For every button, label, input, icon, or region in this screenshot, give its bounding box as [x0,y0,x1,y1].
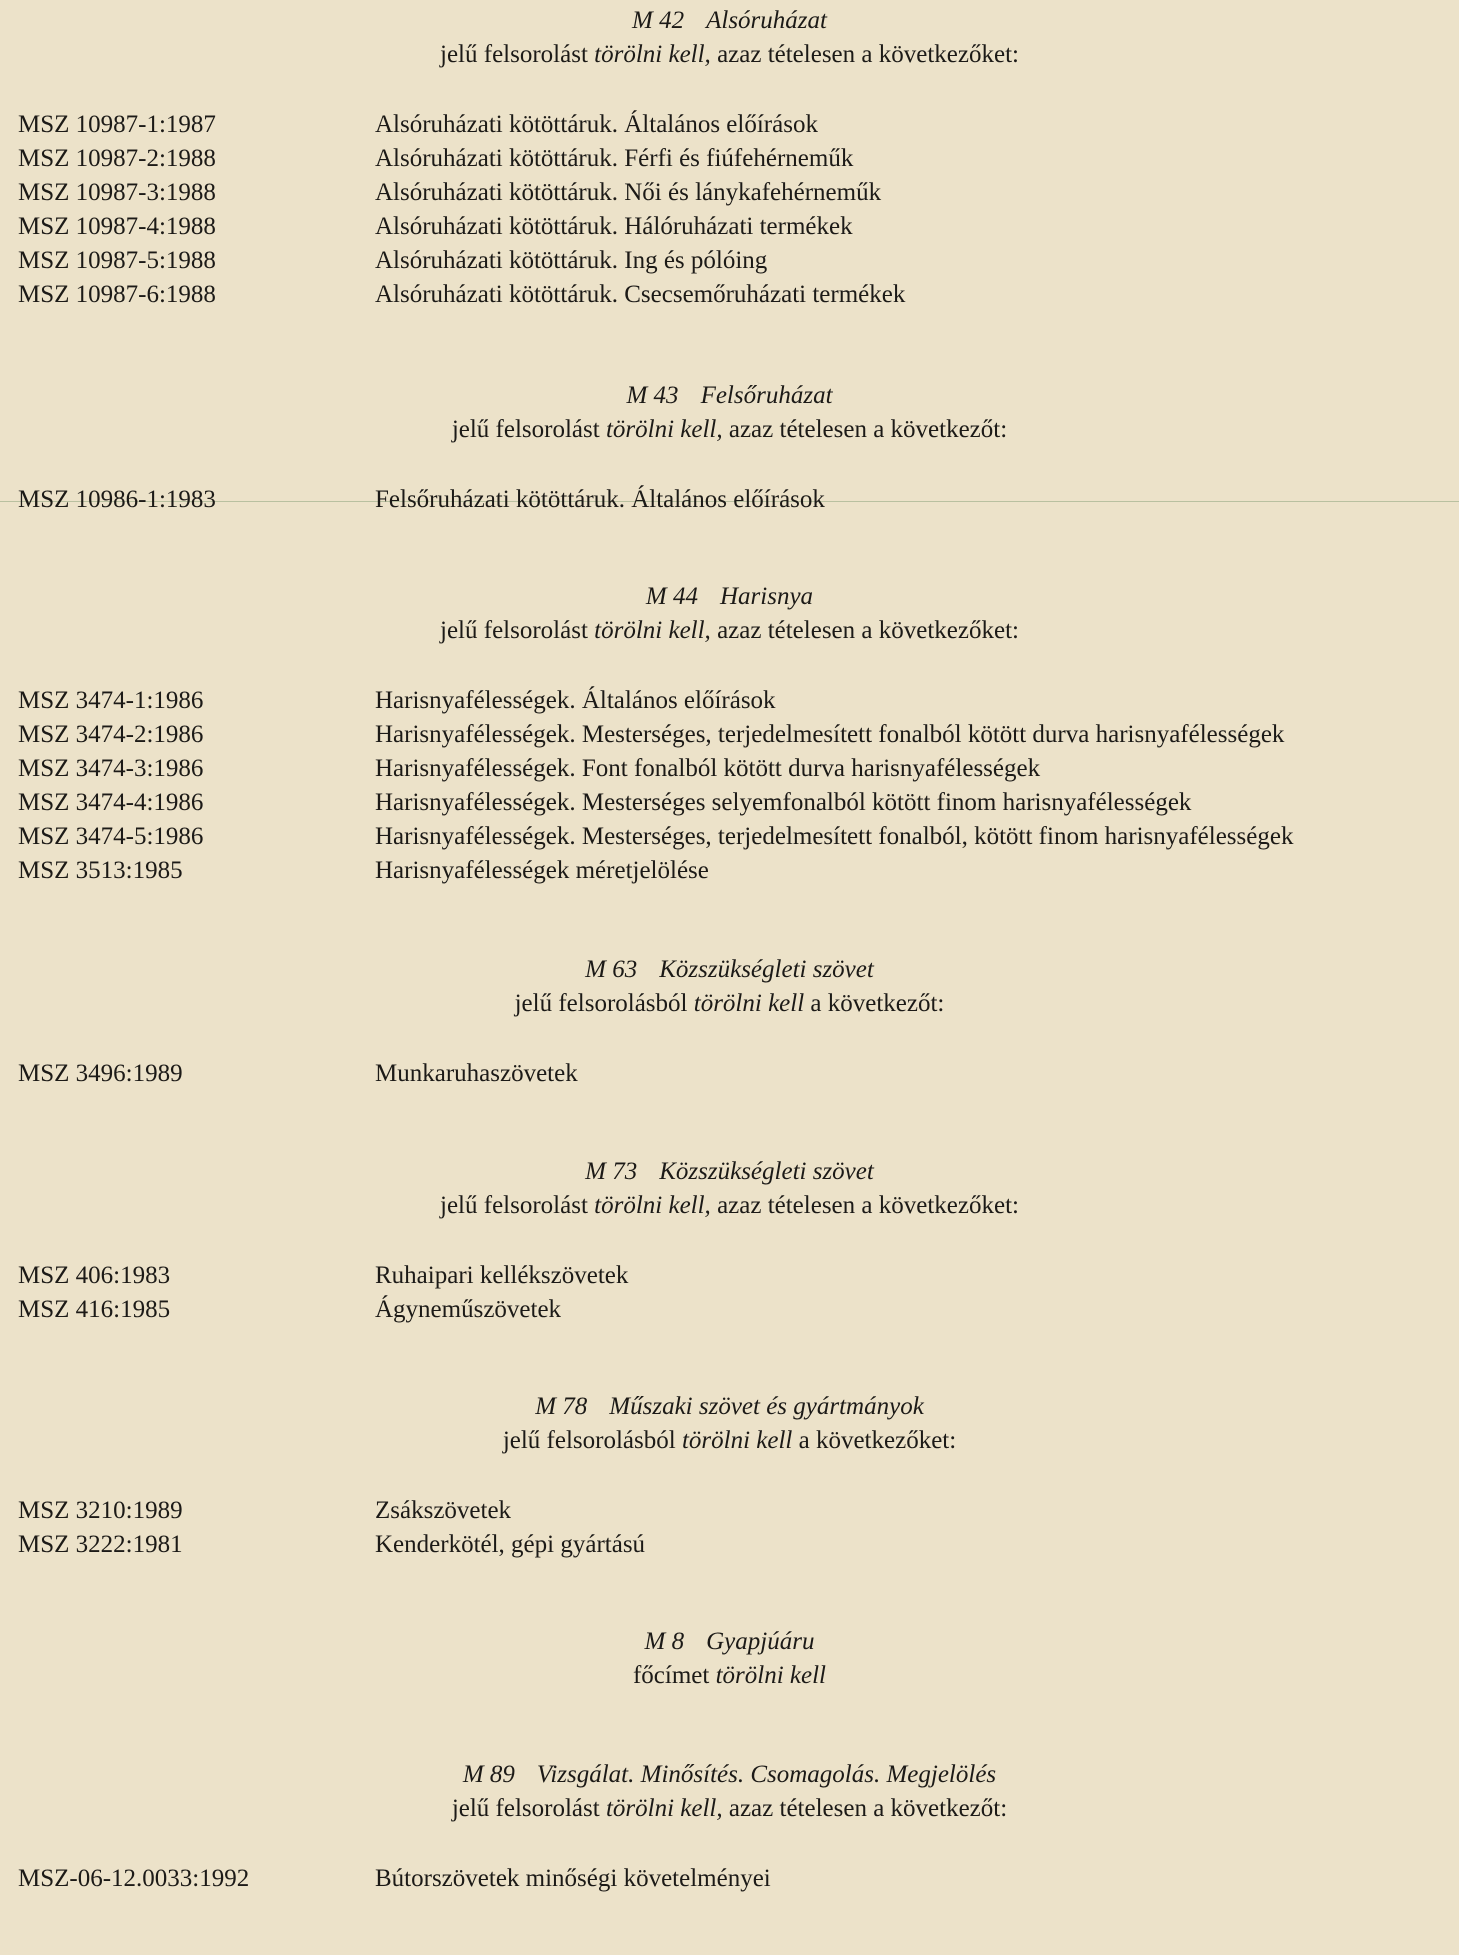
standard-number: MSZ 3474-5:1986 [18,823,204,850]
section-title: Vizsgálat. Minősítés. Csomagolás. Megjelölés [536,1761,997,1788]
section-code: M 43 [626,382,679,409]
list-item [0,1293,1459,1327]
instruction-keyword: törölni kell [681,1427,793,1454]
section-title: Harisnya [720,583,814,610]
section-instruction [0,987,1459,1021]
list-item [0,786,1459,820]
section-heading [0,1390,1459,1424]
section-heading [0,953,1459,987]
standard-title: Harisnyafélességek. Font fonalból kötött durva harisnyafélességek [375,755,1041,782]
list-item [0,684,1459,718]
standard-title: Ruhaipari kellékszövetek [375,1262,629,1289]
section-m-89 [0,1758,1459,1896]
standard-number: MSZ 3474-3:1986 [18,755,204,782]
section-heading [0,580,1459,614]
section-title: Műszaki szövet és gyártmányok [609,1393,924,1420]
standard-title: Harisnyafélességek. Mesterséges, terjedelmesített fonalból kötött durva harisnyafélességek [375,721,1285,748]
section-heading [0,1155,1459,1189]
section-m-43 [0,379,1459,517]
section-instruction [0,1792,1459,1826]
instruction-text: a következőt: [810,990,945,1017]
standard-title: Harisnyafélességek. Mesterséges, terjedelmesített fonalból, kötött finom harisnyafélességek [375,823,1294,850]
instruction-text: főcímet [632,1662,710,1689]
standard-title: Alsóruházati kötöttáruk. Csecsemőruházati termékek [375,281,906,308]
section-title: Alsóruházat [706,7,827,34]
section-code: M 44 [645,583,698,610]
list-item [0,752,1459,786]
list-item [0,210,1459,244]
section-m-63 [0,953,1459,1091]
section-title: Közszükségleti szövet [659,1158,874,1185]
standards-list [0,108,1459,312]
instruction-keyword: törölni kell, [594,1192,711,1219]
instruction-keyword: törölni kell [715,1662,826,1689]
section-instruction [0,38,1459,72]
standard-number: MSZ 3210:1989 [18,1497,183,1524]
standard-number: MSZ 416:1985 [18,1296,171,1323]
standard-number: MSZ 3474-4:1986 [18,789,204,816]
section-code: M 73 [585,1158,638,1185]
instruction-keyword: törölni kell, [605,1795,723,1822]
instruction-text: azaz tételesen a következőt: [728,416,1008,443]
instruction-keyword: törölni kell [693,990,805,1017]
section-heading [0,1758,1459,1792]
section-heading [0,379,1459,413]
instruction-text: azaz tételesen a következőt: [728,1795,1008,1822]
standard-number: MSZ-06-12.0033:1992 [18,1865,250,1892]
standard-title: Ágyneműszövetek [375,1296,562,1323]
standard-title: Munkaruhaszövetek [375,1060,578,1087]
list-item [0,176,1459,210]
standards-list [0,1862,1459,1896]
standard-number: MSZ 10987-6:1988 [18,281,216,308]
section-code: M 42 [632,7,685,34]
section-m-78 [0,1390,1459,1562]
list-item [0,1057,1459,1091]
section-m-73 [0,1155,1459,1327]
standards-list [0,684,1459,888]
list-item [0,718,1459,752]
list-item [0,244,1459,278]
standards-list [0,1494,1459,1562]
instruction-text: jelű felsorolást [440,617,588,644]
section-m-42 [0,4,1459,312]
instruction-text: jelű felsorolásból [502,1427,676,1454]
standard-number: MSZ 3513:1985 [18,857,183,884]
section-title: Közszükségleti szövet [659,956,874,983]
list-item [0,854,1459,888]
standards-list [0,1057,1459,1091]
instruction-text: jelű felsorolást [451,1795,600,1822]
section-instruction [0,614,1459,648]
instruction-keyword: törölni kell, [594,41,711,68]
standard-number: MSZ 406:1983 [18,1262,171,1289]
section-code: M 89 [462,1761,515,1788]
instruction-keyword: törölni kell, [605,416,723,443]
standard-number: MSZ 10987-1:1987 [18,111,216,138]
section-instruction [0,1189,1459,1223]
section-code: M 78 [535,1393,588,1420]
standard-number: MSZ 10987-4:1988 [18,213,216,240]
standard-title: Alsóruházati kötöttáruk. Ing és pólóing [375,247,768,274]
instruction-text: azaz tételesen a következőket: [717,1192,1019,1219]
standard-number: MSZ 3474-2:1986 [18,721,204,748]
standard-number: MSZ 10987-3:1988 [18,179,216,206]
list-item [0,108,1459,142]
standard-title: Harisnyafélességek. Általános előírások [375,687,776,714]
list-item [0,1259,1459,1293]
section-heading [0,1625,1459,1659]
standard-title: Alsóruházati kötöttáruk. Általános előírások [375,111,818,138]
section-instruction [0,413,1459,447]
standard-number: MSZ 10987-5:1988 [18,247,216,274]
instruction-text: jelű felsorolásból [514,990,688,1017]
standard-title: Alsóruházati kötöttáruk. Férfi és fiúfehérneműk [375,145,854,172]
instruction-text: a következőket: [798,1427,957,1454]
standard-title: Harisnyafélességek méretjelölése [375,857,709,884]
instruction-text: azaz tételesen a következőket: [717,617,1019,644]
section-instruction [0,1659,1459,1693]
section-m-8 [0,1625,1459,1693]
section-instruction [0,1424,1459,1458]
instruction-keyword: törölni kell, [594,617,711,644]
standard-title: Zsákszövetek [375,1497,512,1524]
standards-list [0,483,1459,517]
list-item [0,483,1459,517]
standard-number: MSZ 3222:1981 [18,1531,183,1558]
instruction-text: jelű felsorolást [440,41,588,68]
section-code: M 63 [585,956,638,983]
standard-title: Harisnyafélességek. Mesterséges selyemfonalból kötött finom harisnyafélességek [375,789,1192,816]
standard-number: MSZ 3474-1:1986 [18,687,204,714]
list-item [0,278,1459,312]
standard-number: MSZ 10986-1:1983 [18,486,216,513]
list-item [0,820,1459,854]
standard-number: MSZ 3496:1989 [18,1060,183,1087]
standards-list [0,1259,1459,1327]
section-m-44 [0,580,1459,888]
section-title: Gyapjúáru [706,1628,815,1655]
standard-title: Kenderkötél, gépi gyártású [375,1531,646,1558]
standard-number: MSZ 10987-2:1988 [18,145,216,172]
instruction-text: azaz tételesen a következőket: [717,41,1019,68]
section-code: M 8 [644,1628,685,1655]
section-heading [0,4,1459,38]
section-title: Felsőruházat [700,382,833,409]
standard-title: Alsóruházati kötöttáruk. Hálóruházati termékek [375,213,853,240]
list-item [0,1862,1459,1896]
instruction-text: jelű felsorolást [451,416,600,443]
list-item [0,1494,1459,1528]
instruction-text: jelű felsorolást [440,1192,588,1219]
list-item [0,142,1459,176]
list-item [0,1528,1459,1562]
standard-title: Alsóruházati kötöttáruk. Női és lánykafehérneműk [375,179,882,206]
standard-title: Bútorszövetek minőségi követelményei [375,1865,771,1892]
standard-title: Felsőruházati kötöttáruk. Általános előírások [375,486,825,513]
